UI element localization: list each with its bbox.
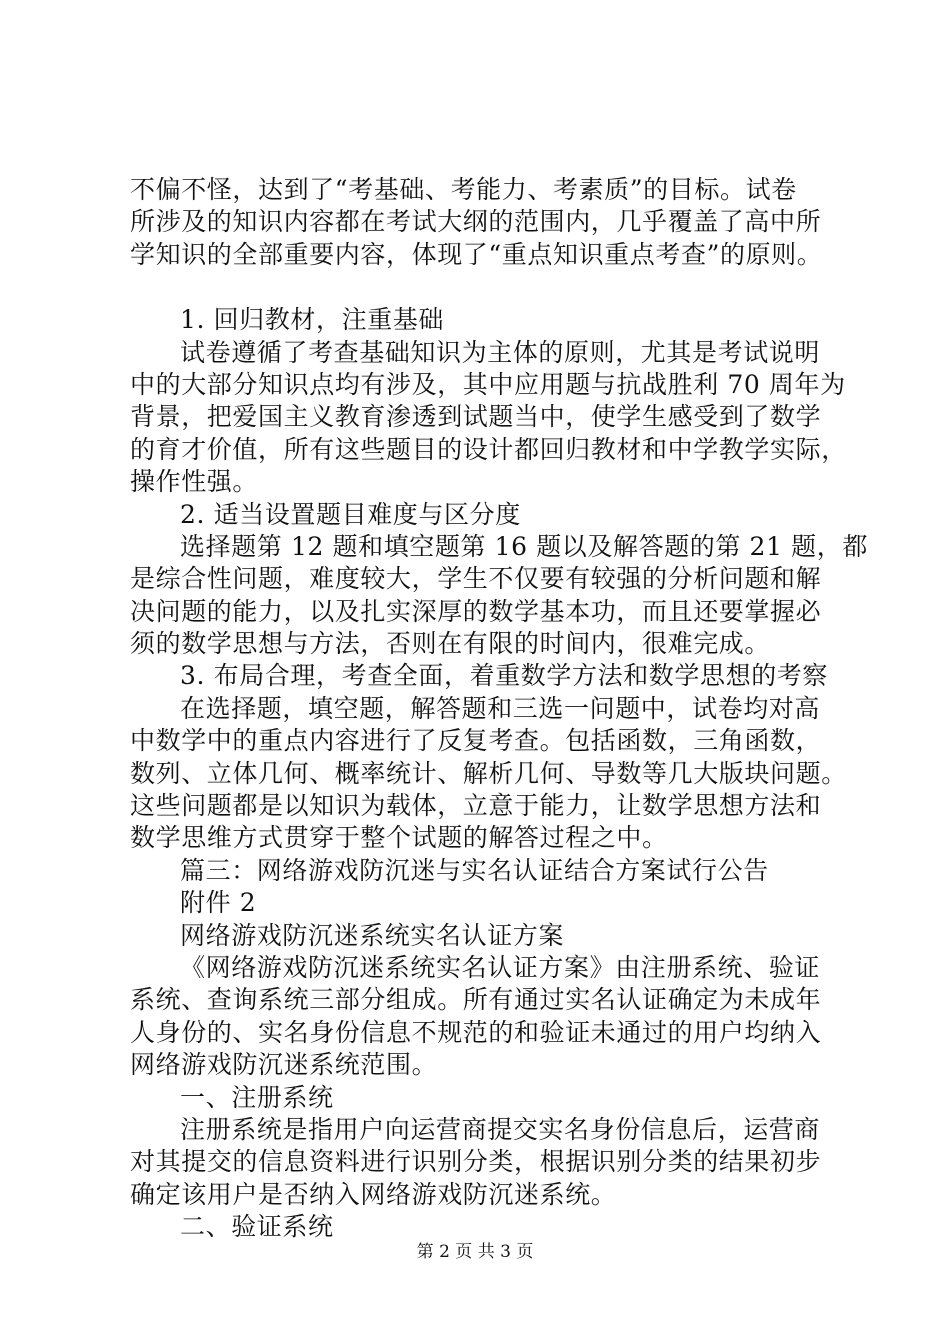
- text-line: 人身份的、实名身份信息不规范的和验证未通过的用户均纳入: [130, 1017, 822, 1047]
- section-heading: 二、验证系统: [180, 1212, 334, 1242]
- section-heading: 1. 回归教材，注重基础: [180, 305, 445, 335]
- text-line: 须的数学思想与方法，否则在有限的时间内，很难完成。: [130, 629, 771, 659]
- text-line: 这些问题都是以知识为载体，立意于能力，让数学思想方法和: [130, 791, 822, 821]
- text-line: 《网络游戏防沉迷系统实名认证方案》由注册系统、验证: [180, 952, 821, 982]
- text-line: 试卷遵循了考查基础知识为主体的原则，尤其是考试说明: [180, 337, 821, 367]
- document-body: [130, 174, 868, 1244]
- text-line: 确定该用户是否纳入网络游戏防沉迷系统。: [130, 1179, 617, 1209]
- text-line: 学知识的全部重要内容，体现了“重点知识重点考查”的原则。: [130, 239, 823, 269]
- text-line: 对其提交的信息资料进行识别分类，根据识别分类的结果初步: [130, 1147, 822, 1177]
- document-title: 网络游戏防沉迷系统实名认证方案: [180, 920, 565, 950]
- text-line: 中的大部分知识点均有涉及，其中应用题与抗战胜利 70 周年为: [130, 369, 846, 399]
- section-heading: 2. 适当设置题目难度与区分度: [180, 499, 521, 529]
- text-line: 的育才价值，所有这些题目的设计都回归教材和中学教学实际，: [130, 434, 847, 464]
- article-title: 篇三：网络游戏防沉迷与实名认证结合方案试行公告: [180, 855, 769, 885]
- text-line: 网络游戏防沉迷系统范围。: [130, 1050, 438, 1080]
- text-line: 数学思维方式贯穿于整个试题的解答过程之中。: [130, 823, 668, 853]
- section-heading: 3. 布局合理，考查全面，着重数学方法和数学思想的考察: [180, 661, 829, 691]
- paragraph-gap: [130, 271, 860, 304]
- text-line: 数列、立体几何、概率统计、解析几何、导数等几大版块问题。: [130, 758, 847, 788]
- section-heading: 一、注册系统: [180, 1082, 334, 1112]
- text-line: 在选择题，填空题，解答题和三选一问题中，试卷均对高: [180, 693, 821, 723]
- page-number-footer: 第 2 页 共 3 页: [416, 1242, 534, 1262]
- text-line: 决问题的能力，以及扎实深厚的数学基本功，而且还要掌握必: [130, 596, 822, 626]
- text-line: 系统、查询系统三部分组成。所有通过实名认证确定为未成年: [130, 985, 822, 1015]
- text-line: 不偏不怪，达到了“考基础、考能力、考素质”的目标。试卷: [130, 175, 797, 204]
- text-line: 操作性强。: [130, 467, 259, 497]
- text-line: 中数学中的重点内容进行了反复考查。包括函数，三角函数，: [130, 726, 822, 756]
- text-line: 选择题第 12 题和填空题第 16 题以及解答题的第 21 题，都: [180, 531, 868, 561]
- text-line: 是综合性问题，难度较大，学生不仅要有较强的分析问题和解: [130, 564, 822, 594]
- text-line: 所涉及的知识内容都在考试大纲的范围内，几乎覆盖了高中所: [130, 207, 822, 237]
- text-line: 注册系统是指用户向运营商提交实名身份信息后，运营商: [180, 1114, 821, 1144]
- attachment-label: 附件 2: [180, 888, 257, 918]
- text-line: 背景，把爱国主义教育渗透到试题当中，使学生感受到了数学: [130, 402, 822, 432]
